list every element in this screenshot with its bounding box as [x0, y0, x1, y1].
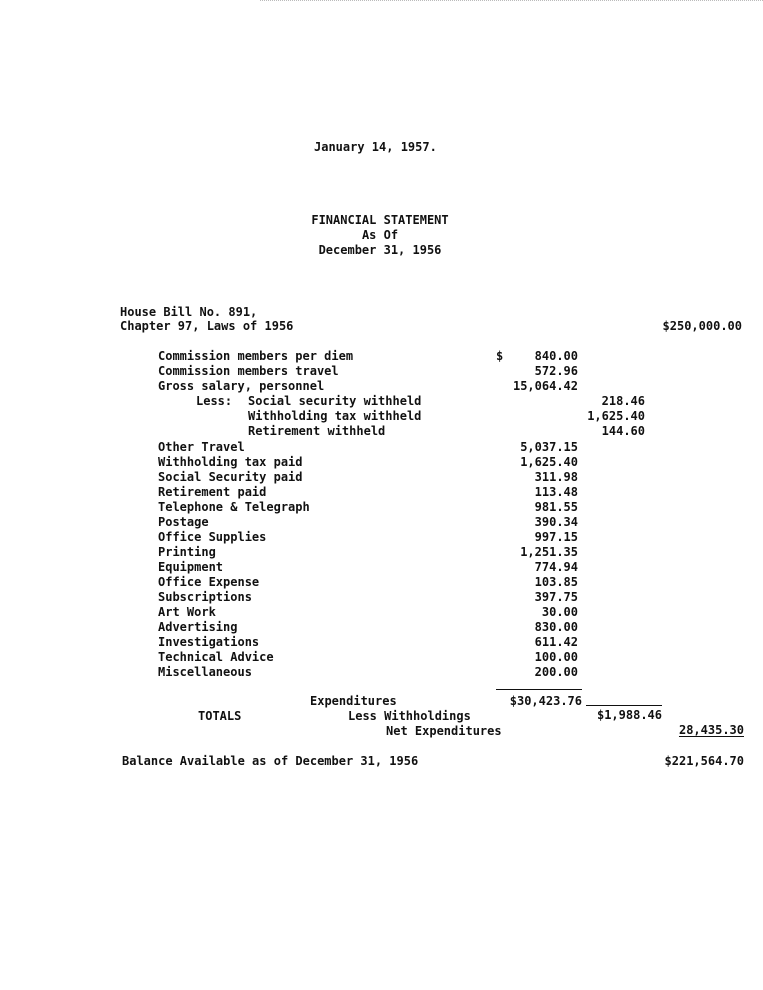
appropriation-amount: $250,000.00: [662, 319, 742, 333]
less-prefix: Less:: [196, 394, 233, 408]
list-item-label: Art Work: [158, 605, 216, 619]
withholdings-rule: [586, 705, 662, 706]
less-withholdings-label: Less Withholdings: [348, 709, 471, 723]
expenditures-amount: $30,423.76: [509, 694, 582, 708]
list-item-label: Gross salary, personnel: [158, 379, 325, 393]
list-item-label: Commission members travel: [158, 364, 339, 378]
list-item-label: Subscriptions: [158, 590, 252, 604]
list-item-label: Commission members per diem: [158, 349, 354, 363]
net-expenditures-label: Net Expenditures: [386, 724, 502, 738]
list-item-label: Equipment: [158, 560, 224, 574]
list-item-amount: 397.75: [534, 590, 578, 604]
list-item-label: Advertising: [158, 620, 238, 634]
list-item-amount: 1,251.35: [520, 545, 578, 559]
list-item-label: Other Travel: [158, 440, 245, 454]
list-item-amount: 997.15: [534, 530, 578, 544]
list-item-label: Miscellaneous: [158, 665, 252, 679]
list-item-amount: 774.94: [534, 560, 578, 574]
withholding-amount: 144.60: [601, 424, 645, 438]
list-item-amount: 830.00: [534, 620, 578, 634]
list-item-amount: 1,625.40: [520, 455, 578, 469]
list-item-label: Investigations: [158, 635, 260, 649]
subtotal-rule: [496, 689, 582, 690]
list-item-amount: 30.00: [541, 605, 578, 619]
withholding-label: Retirement withheld: [248, 424, 386, 438]
list-item-label: Printing: [158, 545, 216, 559]
scan-edge-dots: [260, 0, 763, 3]
list-item-amount: 840.00: [534, 349, 578, 363]
list-item-amount: 103.85: [534, 575, 578, 589]
appropriation-bill: House Bill No. 891,: [120, 305, 258, 319]
statement-subtitle-as-of: As Of: [361, 228, 399, 242]
net-expenditures-amount: 28,435.30: [678, 723, 744, 737]
list-item-amount: 611.42: [534, 635, 578, 649]
list-item-amount: 390.34: [534, 515, 578, 529]
list-item-label: Technical Advice: [158, 650, 274, 664]
statement-date: January 14, 1957.: [314, 140, 437, 154]
list-item-amount: 200.00: [534, 665, 578, 679]
expenditures-label: Expenditures: [310, 694, 397, 708]
less-withholdings-amount: $1,988.46: [596, 708, 662, 722]
list-item-amount: 572.96: [534, 364, 578, 378]
list-item-amount: 311.98: [534, 470, 578, 484]
list-item-label: Social Security paid: [158, 470, 303, 484]
list-item-label: Office Expense: [158, 575, 260, 589]
list-item-amount: 113.48: [534, 485, 578, 499]
balance-label: Balance Available as of December 31, 1956: [122, 754, 419, 768]
list-item-label: Retirement paid: [158, 485, 267, 499]
list-item-label: Office Supplies: [158, 530, 267, 544]
totals-label: TOTALS: [198, 709, 242, 723]
statement-title: FINANCIAL STATEMENT: [311, 213, 449, 227]
withholding-amount: 218.46: [601, 394, 645, 408]
list-item-amount: 15,064.42: [512, 379, 578, 393]
list-item-label: Telephone & Telegraph: [158, 500, 310, 514]
statement-subtitle-date: December 31, 1956: [318, 243, 442, 257]
appropriation-chapter: Chapter 97, Laws of 1956: [120, 319, 294, 333]
withholding-amount: 1,625.40: [587, 409, 645, 423]
withholding-label: Social security withheld: [248, 394, 422, 408]
withholding-label: Withholding tax withheld: [248, 409, 422, 423]
balance-amount: $221,564.70: [664, 754, 744, 768]
list-item-amount: 5,037.15: [520, 440, 578, 454]
list-item-amount: 981.55: [534, 500, 578, 514]
list-item-amount: 100.00: [534, 650, 578, 664]
list-item-label: Postage: [158, 515, 209, 529]
list-item-label: Withholding tax paid: [158, 455, 303, 469]
dollar-sign: $: [496, 349, 504, 363]
